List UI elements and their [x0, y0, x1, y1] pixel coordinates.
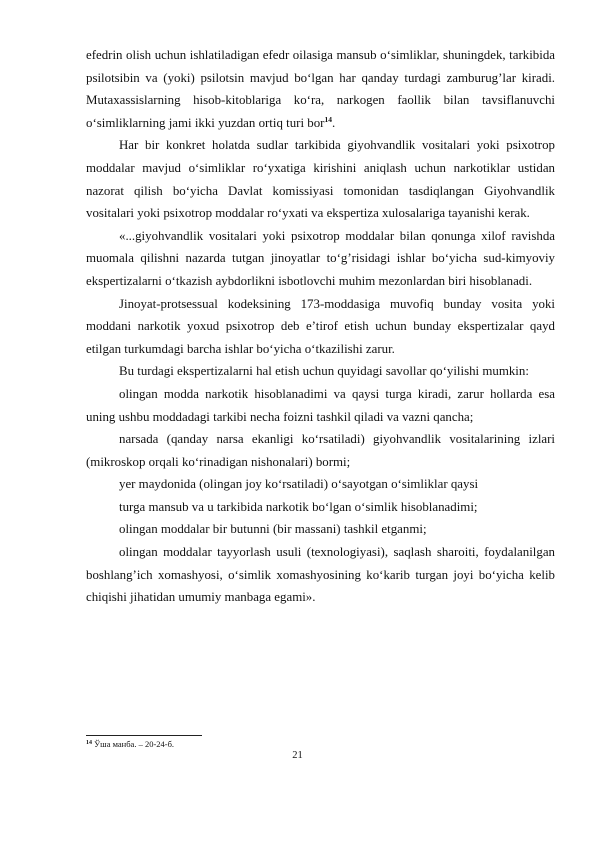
- list-item: olingan moddalar tayyorlash usuli (texnologiyasi), saqlash sharoiti, foydalanilgan boshlang’ich xomashyosi, o‘simlik xomashyosining ko‘karib turgan joyi bo‘yicha kelib chiqishi jihatidan umumiy manbaga egami».: [86, 545, 555, 605]
- paragraph: Jinoyat-protsessual kodeksining 173-moddasiga muvofiq bunday vosita yoki moddani narkotik yoxud psixotrop deb e’tirof etish uchun bunday ekspertizalar qayd etilgan turkumdagi barcha ishlar bo‘yicha o‘tkazilishi zarur.: [86, 296, 555, 356]
- list-item: narsada (qanday narsa ekanligi ko‘rsatiladi) giyohvandlik vositalarining izlari (mikroskop orqali ko‘rinadigan nishonalari) bormi;: [86, 432, 555, 469]
- list-item: turga mansub va u tarkibida narkotik bo‘lgan o‘simlik hisoblanadimi;: [119, 499, 478, 514]
- body-text: [86, 44, 555, 609]
- paragraph: efedrin olish uchun ishlatiladigan efedr oilasiga mansub o‘simliklar, shuningdek, tarkibida psilotsibin va (yoki) psilotsin mavjud bo‘lgan har qanday turdagi zamburug’lar kiradi. Mutaxassislarning hisob-kitoblariga ko‘ra, narkogen faollik bilan tavsiflanuvchi o‘simliklarning jami ikki yuzdan ortiq turi bor$^{14}$.: [86, 48, 555, 130]
- footnote-ref[interactable]: 14: [324, 114, 332, 124]
- paragraph: Har bir konkret holatda sudlar tarkibida giyohvandlik vositalari yoki psixotrop moddalar mavjud o‘simliklar ro‘yxatiga kirishini aniqlash uchun narkotiklar ustidan nazorat qilish bo‘yicha Davlat komissiyasi tomonidan tasdiqlangan Giyohvandlik vositalari yoki psixotrop moddalar ro‘yxati va ekspertiza xulosalariga tayanishi kerak.: [86, 138, 555, 221]
- list-item: olingan moddalar bir butunni (bir massani) tashkil etganmi;: [119, 522, 427, 537]
- footnote: [86, 739, 174, 750]
- footnote-text: Ўша манба. – 20-24-б.: [94, 739, 175, 749]
- footnote-divider: [86, 735, 202, 736]
- page-number: 21: [292, 750, 303, 761]
- paragraph: Bu turdagi ekspertizalarni hal etish uchun quyidagi savollar qo‘yilishi mumkin:: [119, 364, 529, 379]
- list-item: yer maydonida (olingan joy ko‘rsatiladi) o‘sayotgan o‘simliklar qaysi: [119, 477, 479, 492]
- list-item: olingan modda narkotik hisoblanadimi va qaysi turga kiradi, zarur hollarda esa uning ushbu moddadagi tarkibi necha foizni tashkil qiladi va vazni qancha;: [86, 386, 555, 424]
- paragraph: «...giyohvandlik vositalari yoki psixotrop moddalar bilan qonunga xilof ravishda muomala qilishni nazarda tutgan jinoyatlar to‘g’risidagi ishlar bo‘yicha sud-kimyoviy ekspertizalarni o‘tkazish aybdorlikni isbotlovchi muhim mezonlardan biri hisoblanadi.: [86, 228, 555, 288]
- footnote-number: 14: [86, 740, 92, 746]
